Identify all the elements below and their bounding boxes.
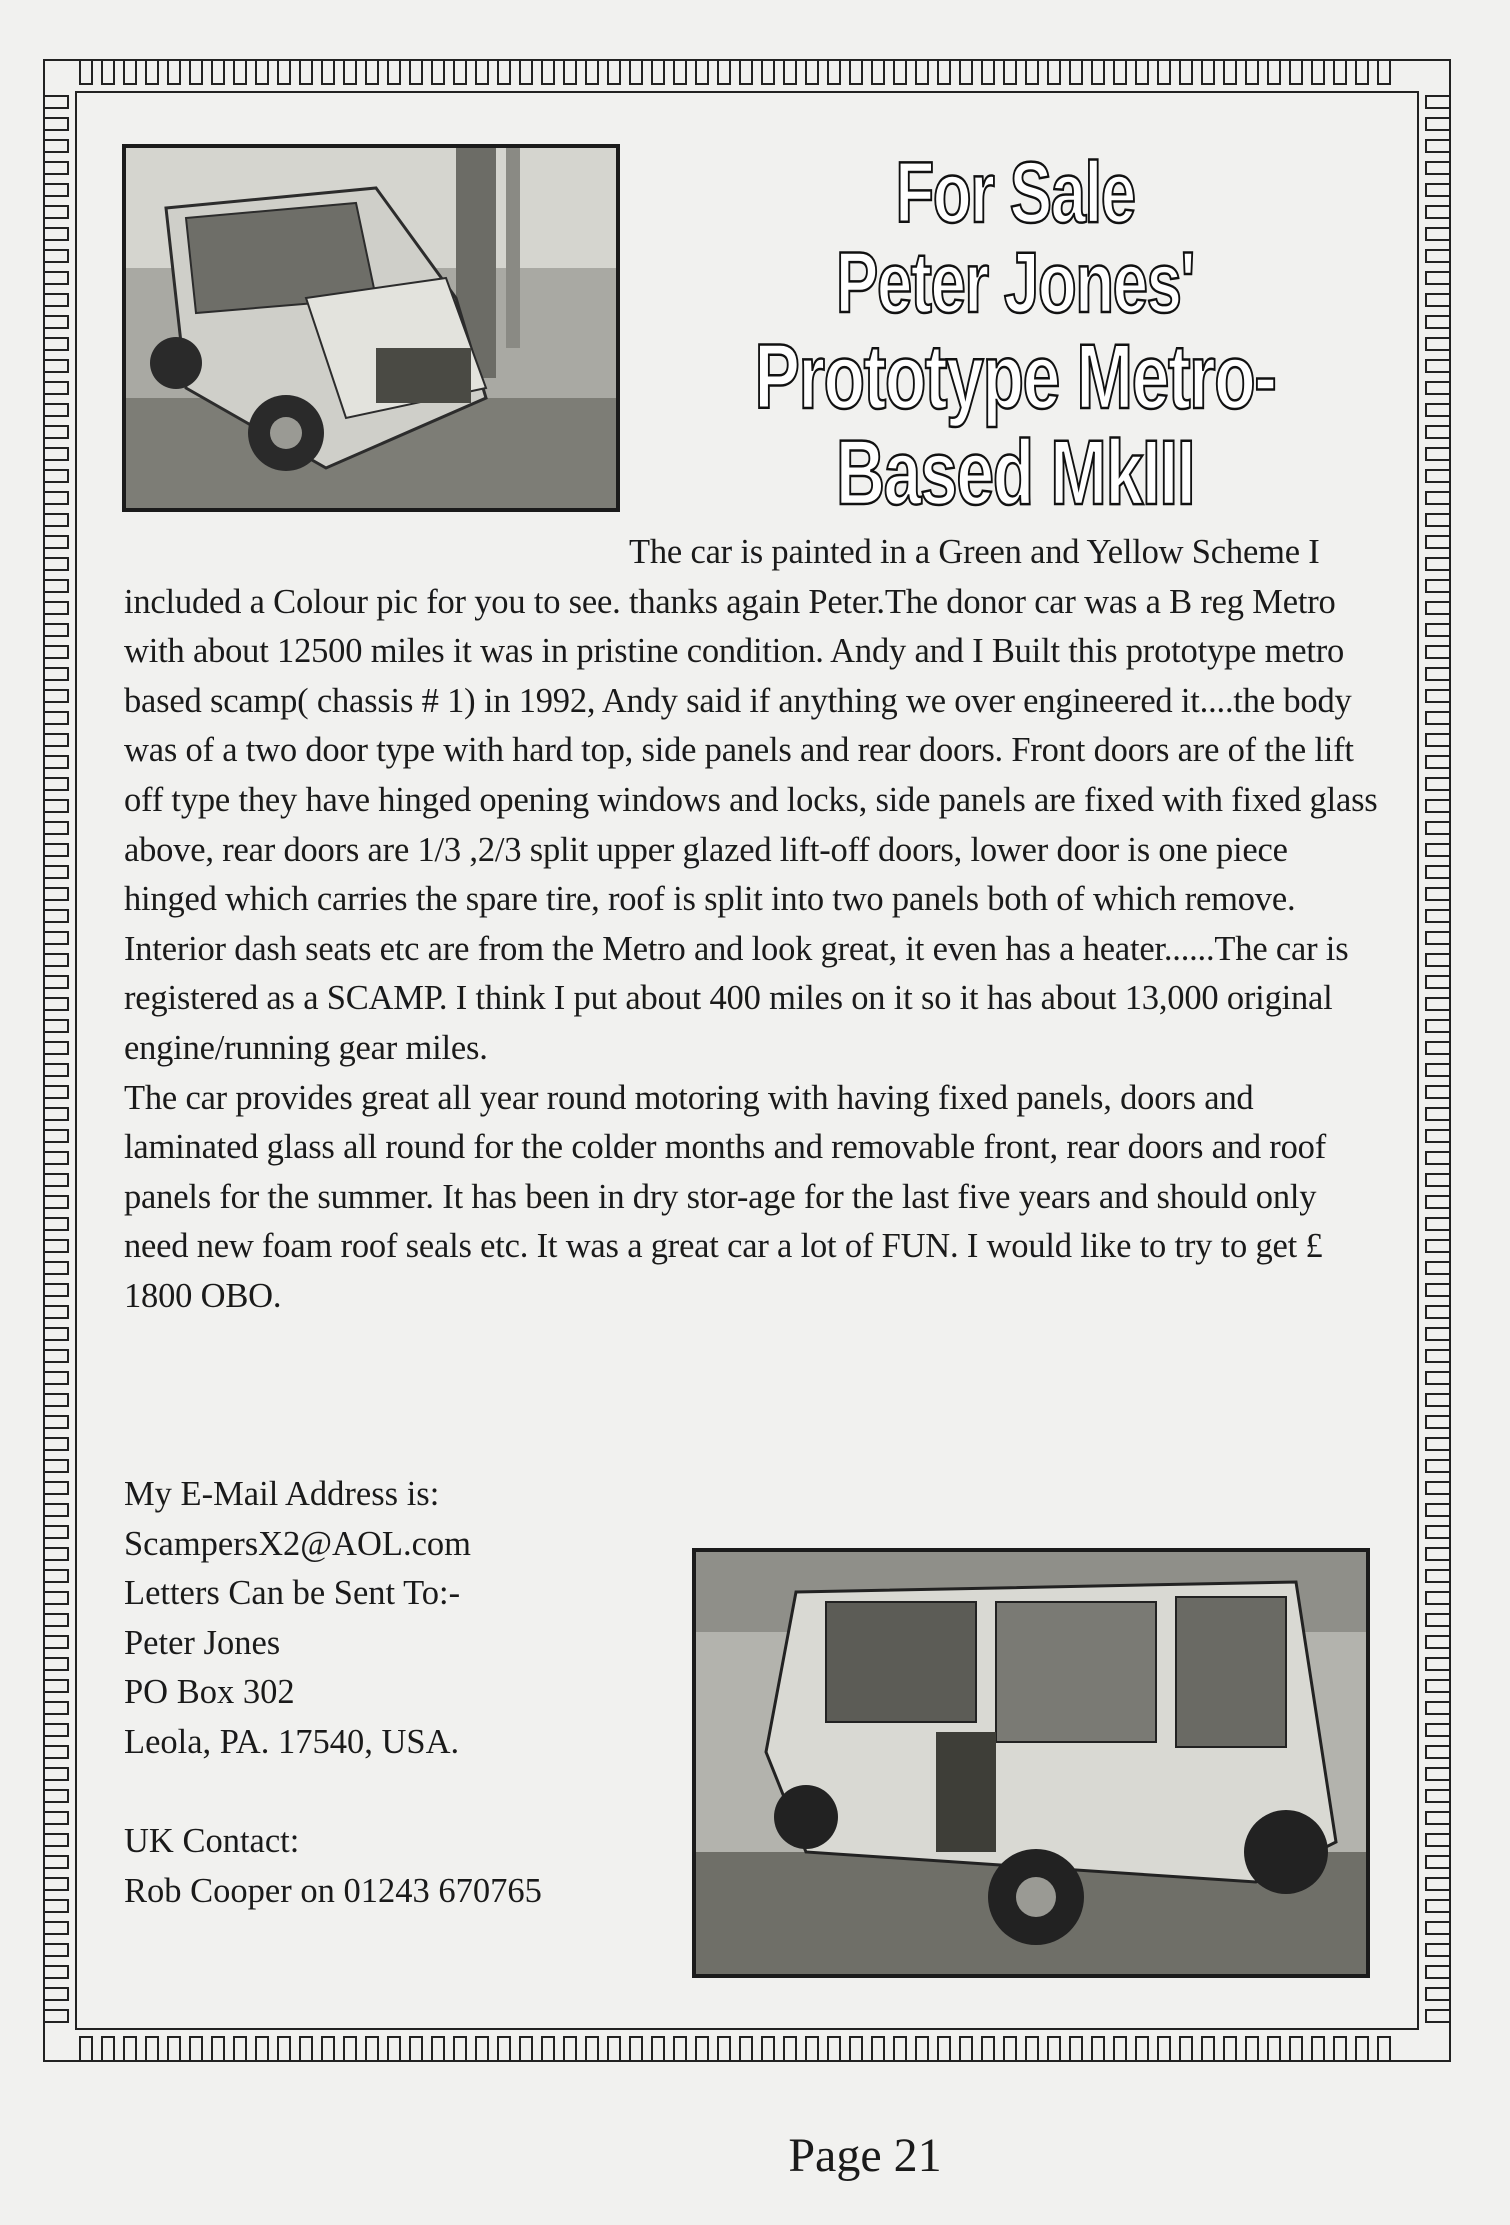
paragraph-description: The car is painted in a Green and Yellow Scheme I included a Colour pic for you to see. thanks again Peter.The donor car was a B reg Metro with about 12500 miles it was in pristine condition. Andy and I Built this prototype metro based scamp( chassis # 1) in 1992, Andy said if anything we over engineered it....the body was of a two door type with hard top, side panels and rear doors. Front doors are of the lift off type they have hinged opening windows and locks, side panels are fixed with fixed glass above, rear doors are 1/3 ,2/3 split upper glazed lift-off doors, lower door is one piece hinged which carries the spare tire, roof is split into two panels both of which remove. Interior dash seats etc are from the Metro and look great, it even has a heater......The car is registered as a SCAMP. I think I put about 400 miles on it so it has about 13,000 original engine/running gear miles. xyxy=(124,533,1378,1067)
page-number: Page 21 xyxy=(788,2129,942,2182)
heading-model: Prototype Metro-Based MkIII xyxy=(754,325,1276,525)
car-photo-rear xyxy=(692,1548,1370,1978)
letters-label: Letters Can be Sent To:- xyxy=(124,1574,461,1613)
contact-block xyxy=(124,1470,542,1916)
heading-owner: Peter Jones' xyxy=(835,235,1195,332)
car-photo-front xyxy=(122,144,620,512)
paragraph-details: The car provides great all year round motoring with having fixed panels, doors and laminated glass all round for the colder months and removable front, rear doors and roof panels for the summer. It has been in dry stor-age for the last five years and should only need new foam roof seals etc. It was a great car a lot of FUN. I would like to try to get £ 1800 OBO. xyxy=(124,1078,1326,1315)
spacer xyxy=(124,1768,542,1818)
uk-contact: Rob Cooper on 01243 670765 xyxy=(124,1871,542,1910)
city-address: Leola, PA. 17540, USA. xyxy=(124,1722,460,1761)
heading-for-sale: For Sale xyxy=(895,145,1135,241)
email-label: My E-Mail Address is: xyxy=(124,1475,440,1513)
sale-heading xyxy=(723,145,1308,525)
email-address: ScampersX2@AOL.com xyxy=(124,1524,471,1563)
contact-name: Peter Jones xyxy=(124,1623,281,1662)
uk-contact-label: UK Contact: xyxy=(124,1822,300,1861)
po-box: PO Box 302 xyxy=(124,1673,295,1712)
article-body xyxy=(124,528,1384,1322)
